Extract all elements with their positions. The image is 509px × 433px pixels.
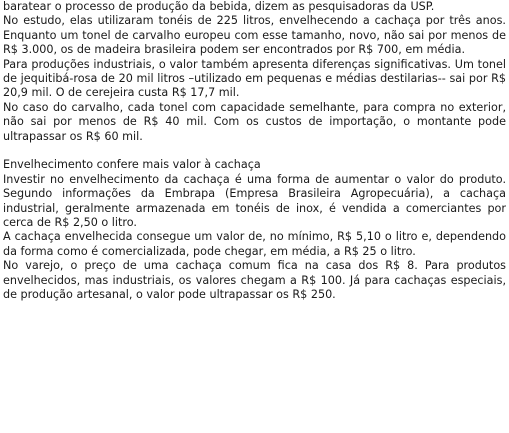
paragraph-retail: No varejo, o preço de uma cachaça comum fica na casa dos R$ 8. Para produtos envelhecidos, mas industriais, os valores chegam a R$ 100. Já para cachaças especiais, de produção artesanal, o valor pode ultrapassar os R$ 250. [3, 259, 506, 302]
article-body [3, 0, 506, 303]
section-subheading: Envelhecimento confere mais valor à cachaça [3, 158, 261, 172]
paragraph-intro: baratear o processo de produção da bebida, dizem as pesquisadoras da USP. [3, 0, 435, 13]
paragraph-study: No estudo, elas utilizaram tonéis de 225 litros, envelhecendo a cachaça por três anos. Enquanto um tonel de carvalho europeu com esse tamanho, novo, não sai por menos de R$ 3.000, os de madeira brasileira podem ser encontrados por R$ 700, em média. [3, 14, 506, 57]
paragraph-industrial: Para produções industriais, o valor também apresenta diferenças significativas. Um tonel de jequitibá-rosa de 20 mil litros –utilizado em pequenas e médias destilarias-- sai por R$ 20,9 mil. O de cerejeira custa R$ 17,7 mil. [3, 57, 506, 100]
paragraph-oak: No caso do carvalho, cada tonel com capacidade semelhante, para compra no exterior, não sai por menos de R$ 40 mil. Com os custos de importação, o montante pode ultrapassar os R$ 60 mil. [3, 100, 506, 143]
paragraph-investment: Investir no envelhecimento da cachaça é uma forma de aumentar o valor do produto. Segundo informações da Embrapa (Empresa Brasileira Agropecuária), a cachaça industrial, geralmente armazenada em tonéis de inox, é vendida a comerciantes por cerca de R$ 2,50 o litro. [3, 172, 506, 230]
paragraph-aged-value: A cachaça envelhecida consegue um valor de, no mínimo, R$ 5,10 o litro e, dependendo da forma como é comercializada, pode chegar, em média, a R$ 25 o litro. [3, 230, 506, 258]
paragraph-spacer [3, 144, 506, 158]
